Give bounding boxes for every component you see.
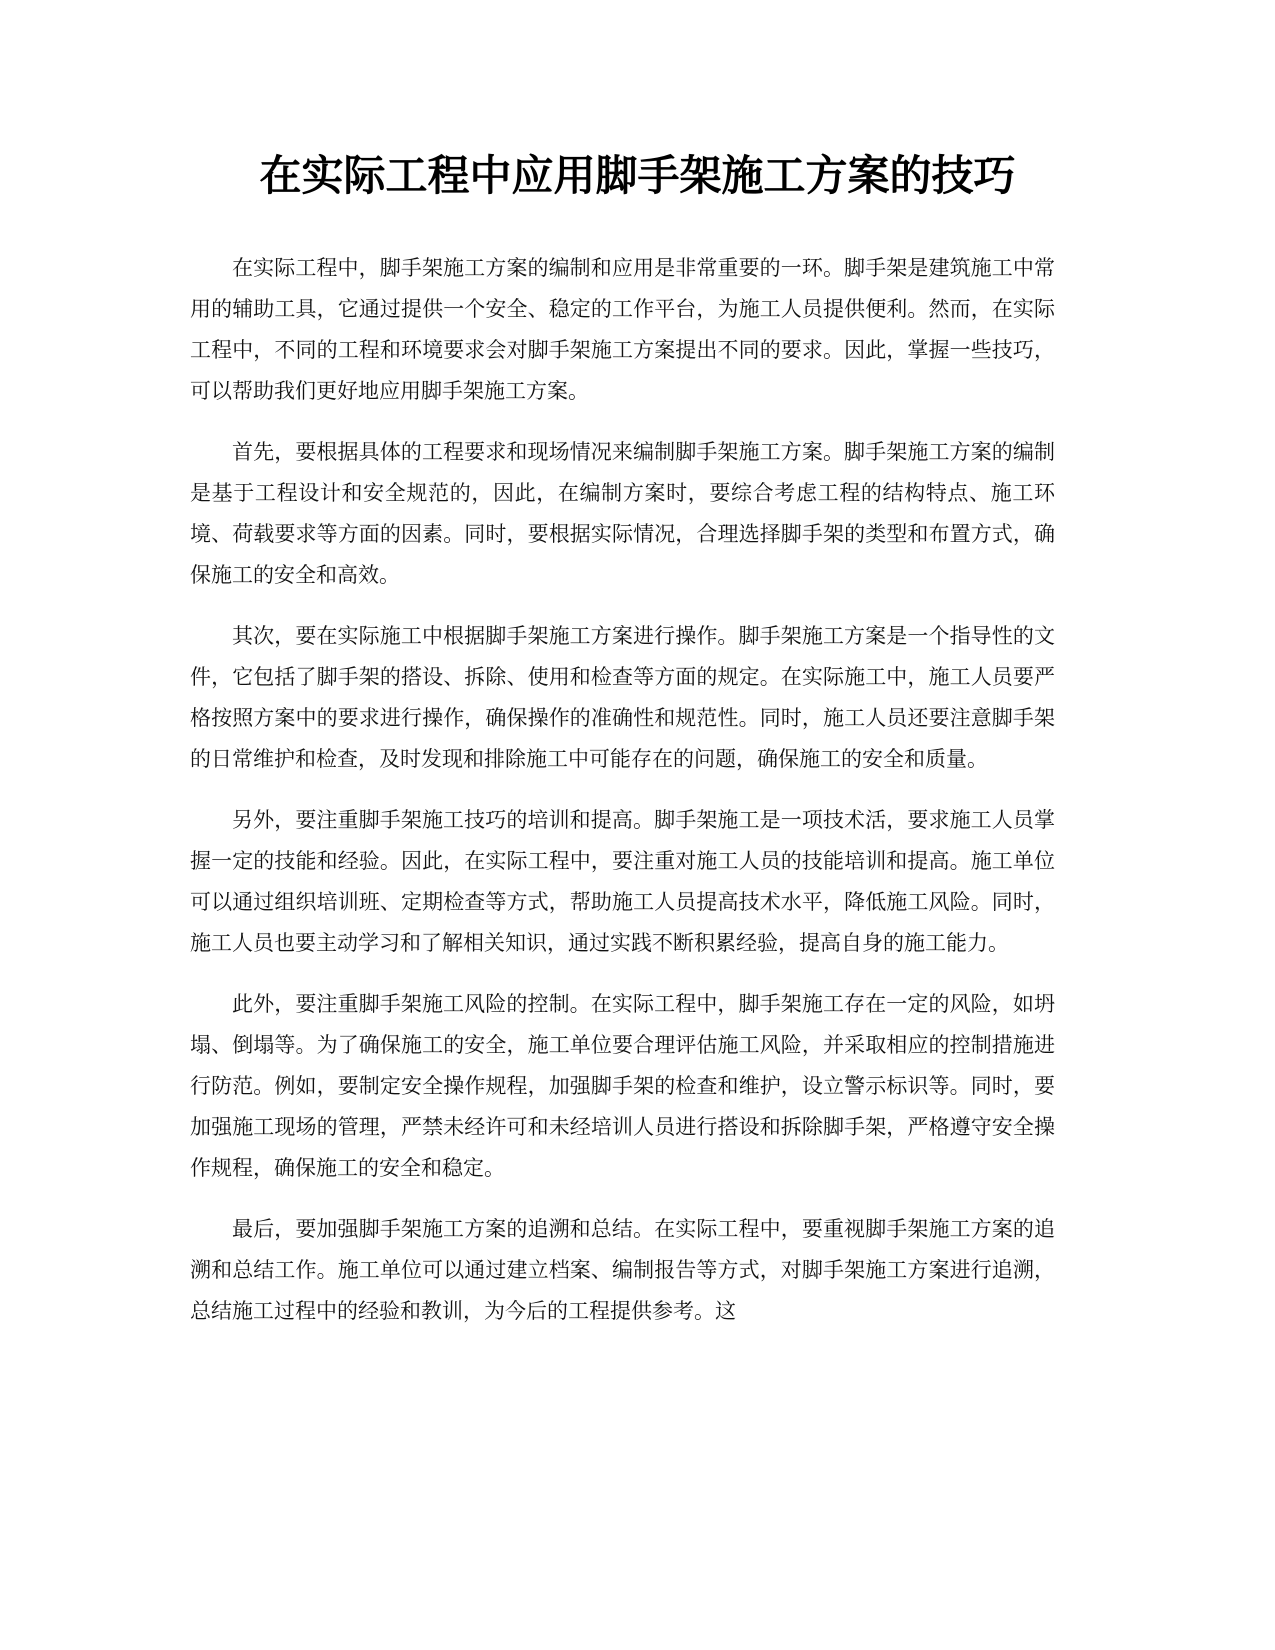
paragraph-third: 另外，要注重脚手架施工技巧的培训和提高。脚手架施工是一项技术活，要求施工人员掌握一定的技能和经验。因此，在实际工程中，要注重对施工人员的技能培训和提高。施工单位可以通过组织培训班、定期检查等方式，帮助施工人员提高技术水平，降低施工风险。同时，施工人员也要主动学习和了解相关知识，通过实践不断积累经验，提高自身的施工能力。 <box>190 808 1055 955</box>
paragraph-intro: 在实际工程中，脚手架施工方案的编制和应用是非常重要的一环。脚手架是建筑施工中常用的辅助工具，它通过提供一个安全、稳定的工作平台，为施工人员提供便利。然而，在实际工程中，不同的工程和环境要求会对脚手架施工方案提出不同的要求。因此，掌握一些技巧，可以帮助我们更好地应用脚手架施工方案。 <box>190 256 1055 403</box>
paragraph-second: 其次，要在实际施工中根据脚手架施工方案进行操作。脚手架施工方案是一个指导性的文件，它包括了脚手架的搭设、拆除、使用和检查等方面的规定。在实际施工中，施工人员要严格按照方案中的要求进行操作，确保操作的准确性和规范性。同时，施工人员还要注意脚手架的日常维护和检查，及时发现和排除施工中可能存在的问题，确保施工的安全和质量。 <box>190 624 1055 771</box>
paragraph-first: 首先，要根据具体的工程要求和现场情况来编制脚手架施工方案。脚手架施工方案的编制是基于工程设计和安全规范的，因此，在编制方案时，要综合考虑工程的结构特点、施工环境、荷载要求等方面的因素。同时，要根据实际情况，合理选择脚手架的类型和布置方式，确保施工的安全和高效。 <box>190 440 1055 587</box>
paragraph-fourth: 此外，要注重脚手架施工风险的控制。在实际工程中，脚手架施工存在一定的风险，如坍塌、倒塌等。为了确保施工的安全，施工单位要合理评估施工风险，并采取相应的控制措施进行防范。例如，要制定安全操作规程，加强脚手架的检查和维护，设立警示标识等。同时，要加强施工现场的管理，严禁未经许可和未经培训人员进行搭设和拆除脚手架，严格遵守安全操作规程，确保施工的安全和稳定。 <box>190 992 1055 1180</box>
document-title: 在实际工程中应用脚手架施工方案的技巧 <box>259 151 1016 200</box>
paragraph-last: 最后，要加强脚手架施工方案的追溯和总结。在实际工程中，要重视脚手架施工方案的追溯和总结工作。施工单位可以通过建立档案、编制报告等方式，对脚手架施工方案进行追溯，总结施工过程中的经验和教训，为今后的工程提供参考。这 <box>190 1217 1055 1323</box>
